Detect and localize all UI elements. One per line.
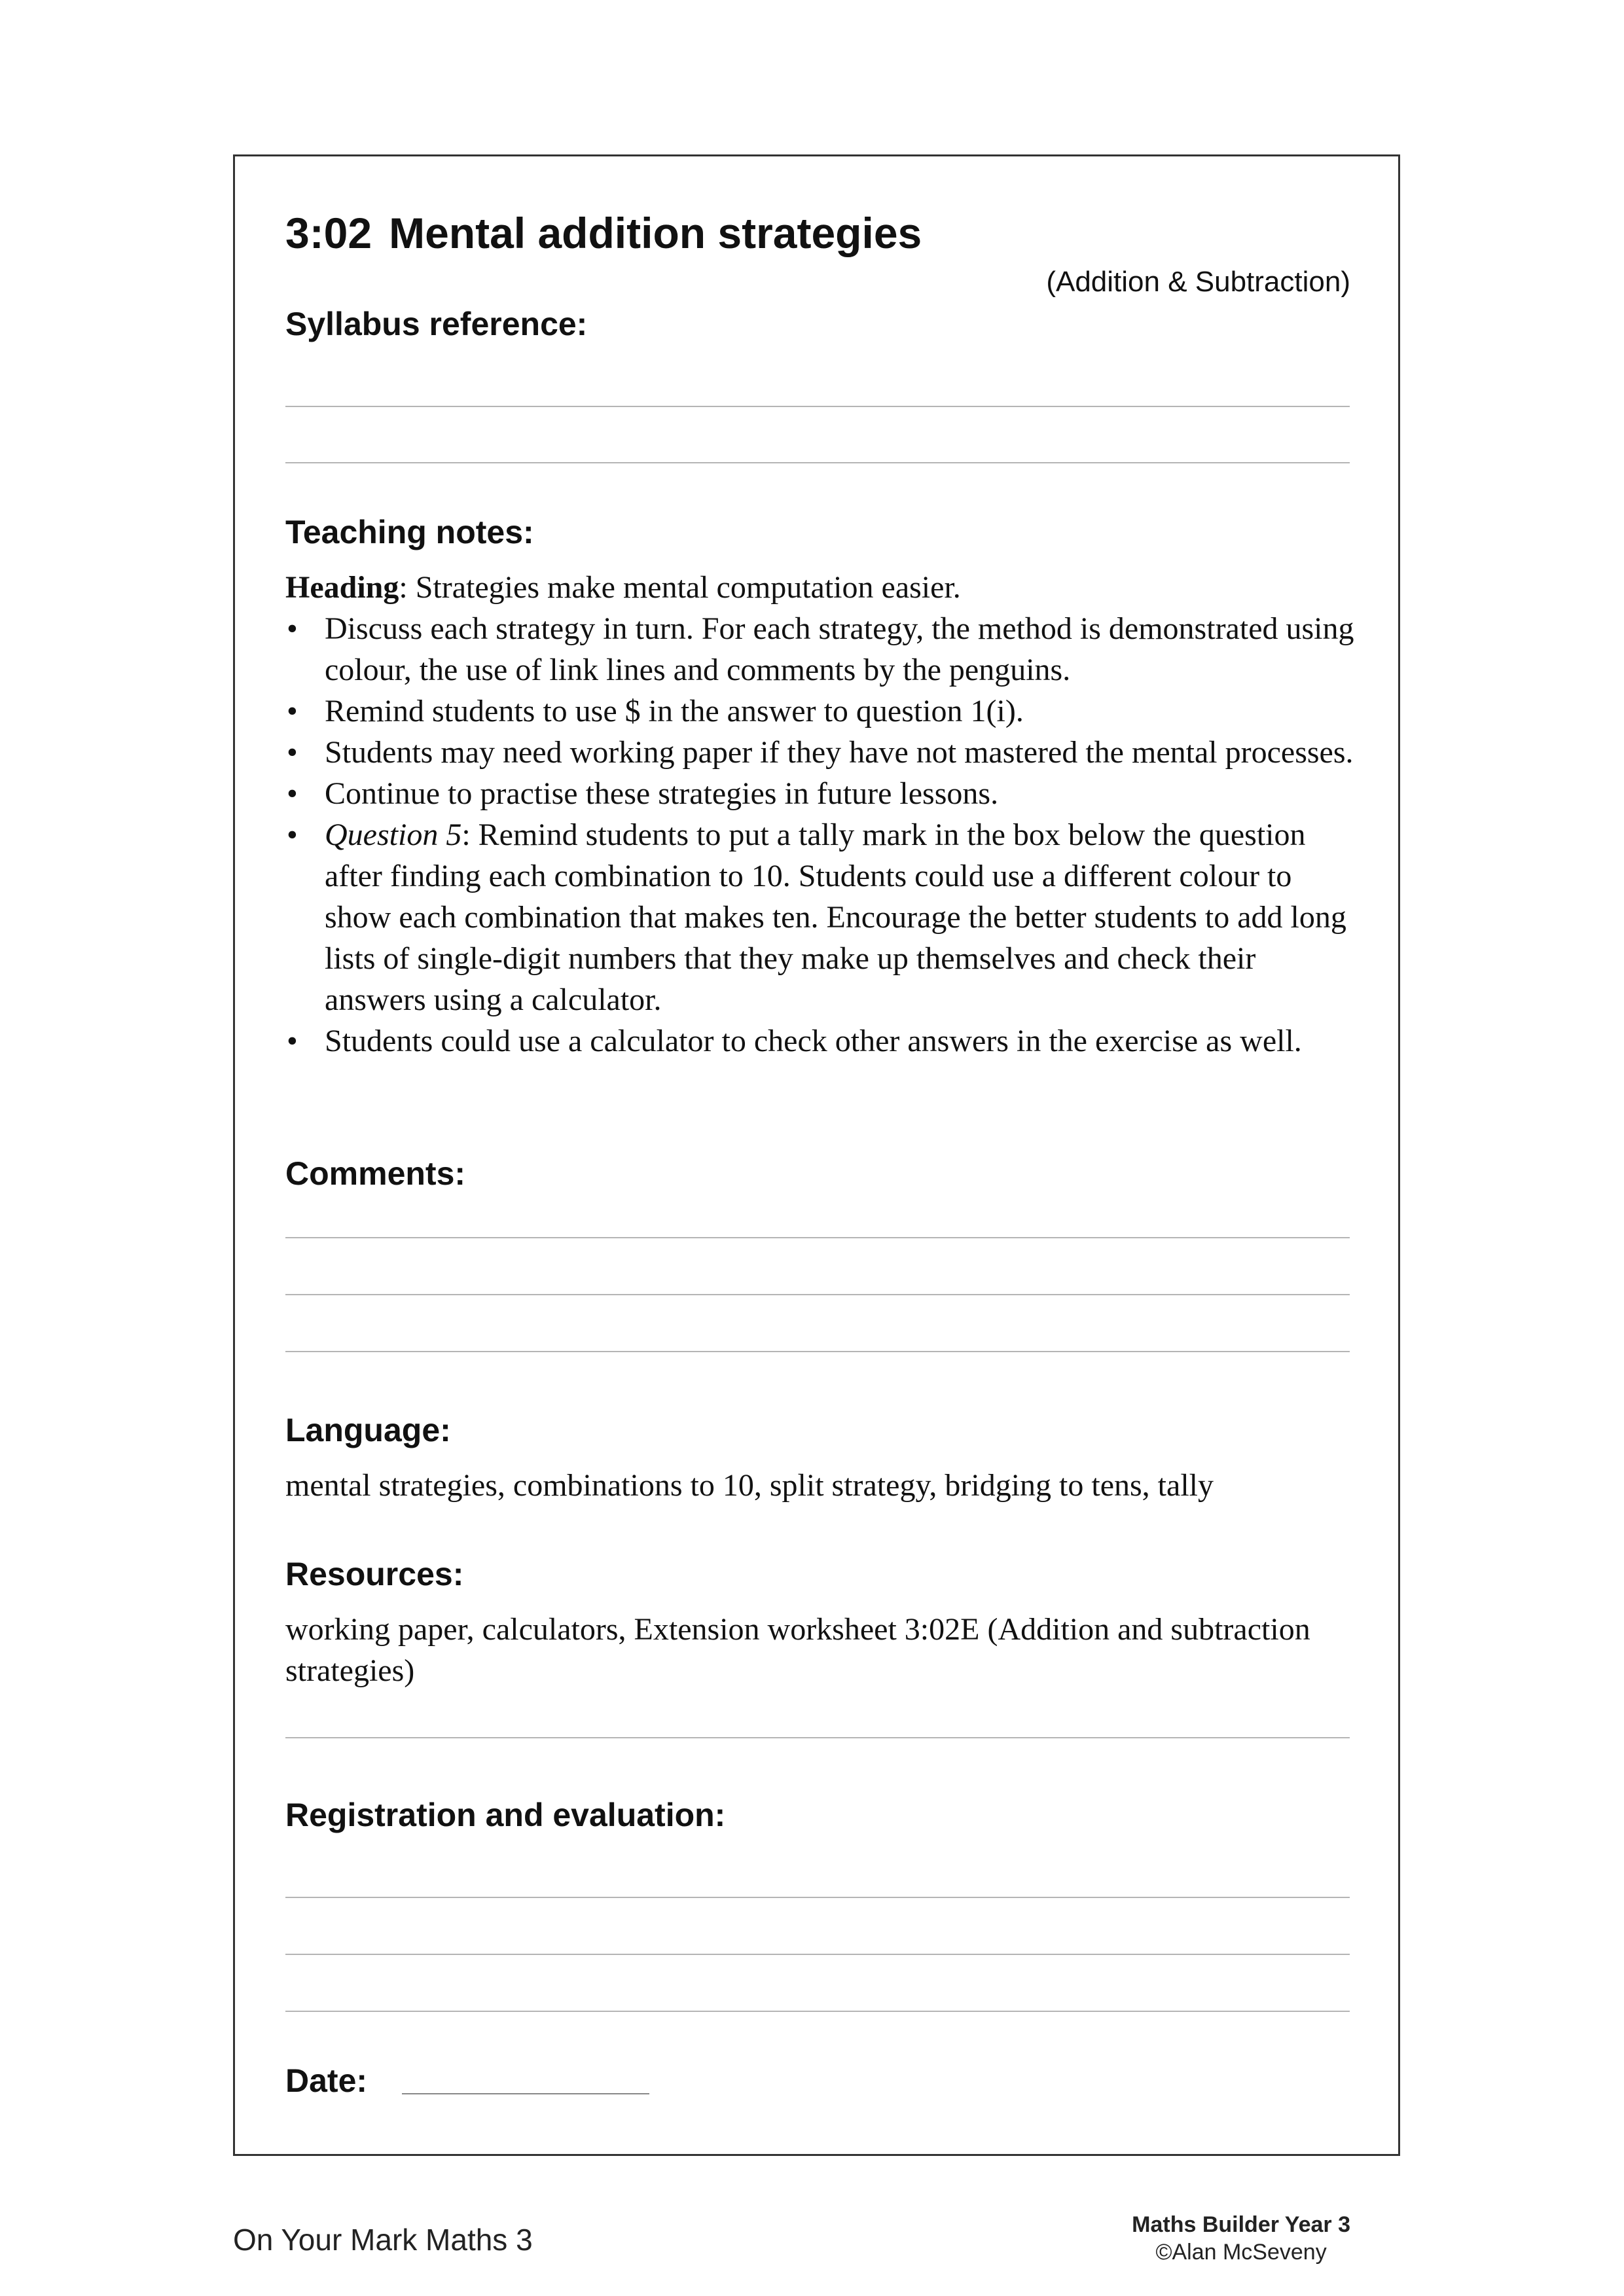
notes-list [285, 608, 1359, 1062]
lesson-title: Mental addition strategies [389, 209, 922, 257]
bullet-icon: • [287, 1024, 298, 1058]
resources-heading: Resources: [285, 1556, 464, 1592]
resources-line [285, 1737, 1350, 1738]
comments-line-3 [285, 1351, 1350, 1352]
list-item: • Remind students to use $ in the answer to question 1(i). [285, 691, 1359, 732]
date-line [402, 2093, 649, 2094]
registration-line-3 [285, 2011, 1350, 2012]
list-item: • Students may need working paper if they have not mastered the mental processes. [285, 732, 1359, 773]
footer-book: Maths Builder Year 3 [1132, 2212, 1350, 2237]
comments-heading: Comments: [285, 1155, 466, 1192]
registration-line-2 [285, 1954, 1350, 1955]
comments-line-2 [285, 1294, 1350, 1295]
bullet-icon: • [287, 776, 298, 811]
list-item: • Question 5: Remind students to put a tally mark in the box below the question after finding each combination to 10. Students could use a different colour to show each combination that makes ten. Encourage the better students to add long lists of single-digit numbers that they make up themselves and check their answers using a calculator. [285, 814, 1359, 1020]
list-item: • Students could use a calculator to check other answers in the exercise as well. [285, 1020, 1359, 1062]
date-label: Date: [285, 2062, 368, 2099]
syllabus-line-1 [285, 406, 1350, 407]
footer-series: On Your Mark Maths 3 [233, 2223, 533, 2257]
syllabus-heading: Syllabus reference: [285, 306, 588, 342]
lesson-number: 3:02 [285, 209, 372, 257]
notes-heading-line [285, 567, 1359, 608]
heading-label: Heading [285, 570, 399, 605]
teaching-notes [285, 567, 1359, 1062]
registration-heading: Registration and evaluation: [285, 1797, 726, 1833]
syllabus-line-2 [285, 462, 1350, 463]
bullet-icon: • [287, 694, 298, 728]
registration-line-1 [285, 1897, 1350, 1898]
footer-credits [1132, 2211, 1350, 2266]
comments-line-1 [285, 1237, 1350, 1238]
bullet-icon: • [287, 735, 298, 770]
teaching-notes-heading: Teaching notes: [285, 514, 534, 550]
list-item: • Continue to practise these strategies in future lessons. [285, 773, 1359, 814]
resources-text: working paper, calculators, Extension worksheet 3:02E (Addition and subtraction strategies) [285, 1612, 1310, 1688]
list-item: • Discuss each strategy in turn. For each strategy, the method is demonstrated using colour, the use of link lines and comments by the penguins. [285, 608, 1359, 691]
language-text: mental strategies, combinations to 10, split strategy, bridging to tens, tally [285, 1468, 1214, 1503]
bullet-icon: • [287, 611, 298, 646]
page-title [285, 208, 922, 258]
language-heading: Language: [285, 1412, 451, 1448]
question5-label: Question 5 [325, 817, 462, 852]
footer-copyright: ©Alan McSeveny [1155, 2240, 1327, 2265]
heading-text: : Strategies make mental computation easier. [399, 570, 961, 605]
bullet-icon: • [287, 817, 298, 852]
strand-label: (Addition & Subtraction) [1046, 266, 1350, 298]
